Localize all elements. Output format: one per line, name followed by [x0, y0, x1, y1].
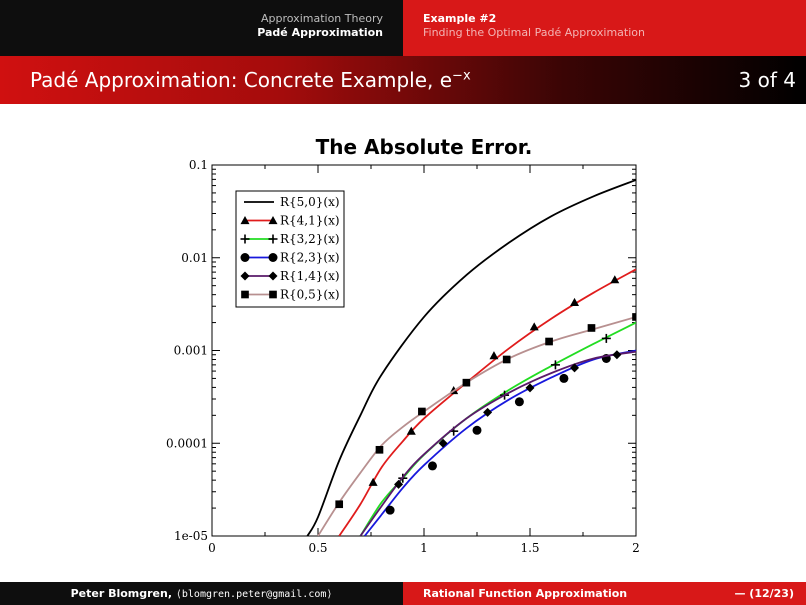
legend-label-r-1-4-x: R{1,4}(x)	[280, 269, 340, 283]
legend-label-r-0-5-x: R{0,5}(x)	[280, 287, 340, 302]
data-point-r-0-5-x	[503, 356, 511, 364]
series-r-3-2-x	[360, 323, 636, 536]
data-point-r-4-1-x	[489, 351, 498, 359]
legend-label-r-2-3-x: R{2,3}(x)	[280, 250, 340, 265]
series-line-r-2-3-x	[365, 351, 636, 537]
x-tick-label: 1	[420, 541, 428, 555]
data-point-r-0-5-x	[545, 338, 553, 346]
data-point-r-2-3-x	[515, 397, 524, 406]
series-r-5-0-x	[307, 180, 636, 536]
data-point-r-4-1-x	[530, 322, 539, 330]
data-point-r-0-5-x	[376, 446, 384, 454]
x-tick-label: 1.5	[520, 541, 540, 555]
legend-label-r-5-0-x: R{5,0}(x)	[280, 195, 340, 209]
data-point-r-0-5-x	[335, 500, 343, 508]
frame-title-text: Padé Approximation: Concrete Example, e	[30, 68, 453, 92]
data-point-r-1-4-x	[612, 350, 621, 359]
footer-email[interactable]: ⟨blomgren.peter@gmail.com⟩	[175, 589, 333, 600]
series-line-r-3-2-x	[360, 323, 636, 536]
x-tick-label: 2	[632, 541, 640, 555]
data-point-r-0-5-x	[463, 379, 471, 387]
footer-author[interactable]: Peter Blomgren,	[70, 587, 173, 600]
legend-marker-r-2-3-x	[241, 253, 250, 262]
header-right-panel	[403, 0, 806, 56]
header-navigation	[0, 0, 806, 56]
y-tick-label: 1e-05	[173, 529, 208, 543]
header-example-link[interactable]: Example #2	[423, 12, 497, 25]
absolute-error-chart	[150, 132, 670, 562]
frame-title-bar	[0, 56, 806, 104]
data-point-r-2-3-x	[473, 426, 482, 435]
header-section-link[interactable]: Approximation Theory	[261, 12, 383, 25]
data-point-r-0-5-x	[418, 408, 426, 416]
y-tick-label: 0.001	[173, 343, 208, 358]
header-left-panel	[0, 0, 403, 56]
footer-right-panel	[403, 582, 806, 605]
data-point-r-2-3-x	[559, 374, 568, 383]
data-point-r-1-4-x	[526, 383, 535, 392]
legend-marker-r-2-3-x	[269, 253, 278, 262]
header-subsection-link[interactable]: Padé Approximation	[257, 26, 383, 39]
chart-title: The Absolute Error.	[315, 135, 533, 159]
frame-page-indicator: 3 of 4	[738, 68, 796, 92]
data-point-r-0-5-x	[588, 324, 596, 332]
footer-talk-title[interactable]: Rational Function Approximation	[423, 587, 628, 600]
frame-title-exponent: −x	[452, 68, 471, 84]
y-tick-label: 0.0001	[166, 436, 208, 451]
series-line-r-5-0-x	[307, 180, 636, 536]
header-example-subsection-link[interactable]: Finding the Optimal Padé Approximation	[423, 26, 645, 39]
x-tick-label: 0	[208, 541, 216, 555]
footer-left-panel	[0, 582, 403, 605]
legend-marker-r-0-5-x	[269, 291, 277, 299]
data-point-r-2-3-x	[386, 506, 395, 515]
x-tick-label: 0.5	[308, 541, 328, 555]
data-point-r-0-5-x	[632, 313, 640, 321]
series-r-0-5-x	[318, 313, 640, 536]
data-point-r-2-3-x	[428, 461, 437, 470]
frame-title	[30, 68, 471, 92]
y-tick-label: 0.1	[188, 158, 208, 172]
legend-label-r-4-1-x: R{4,1}(x)	[280, 213, 340, 228]
y-tick-label: 0.01	[181, 250, 208, 265]
footer-slide-counter[interactable]: — (12/23)	[734, 587, 794, 600]
chart-svg	[150, 132, 670, 562]
legend-marker-r-0-5-x	[241, 291, 249, 299]
footer-bar	[0, 582, 806, 605]
series-r-2-3-x	[365, 351, 636, 537]
data-point-r-4-1-x	[369, 478, 378, 486]
legend-label-r-3-2-x: R{3,2}(x)	[280, 232, 340, 246]
